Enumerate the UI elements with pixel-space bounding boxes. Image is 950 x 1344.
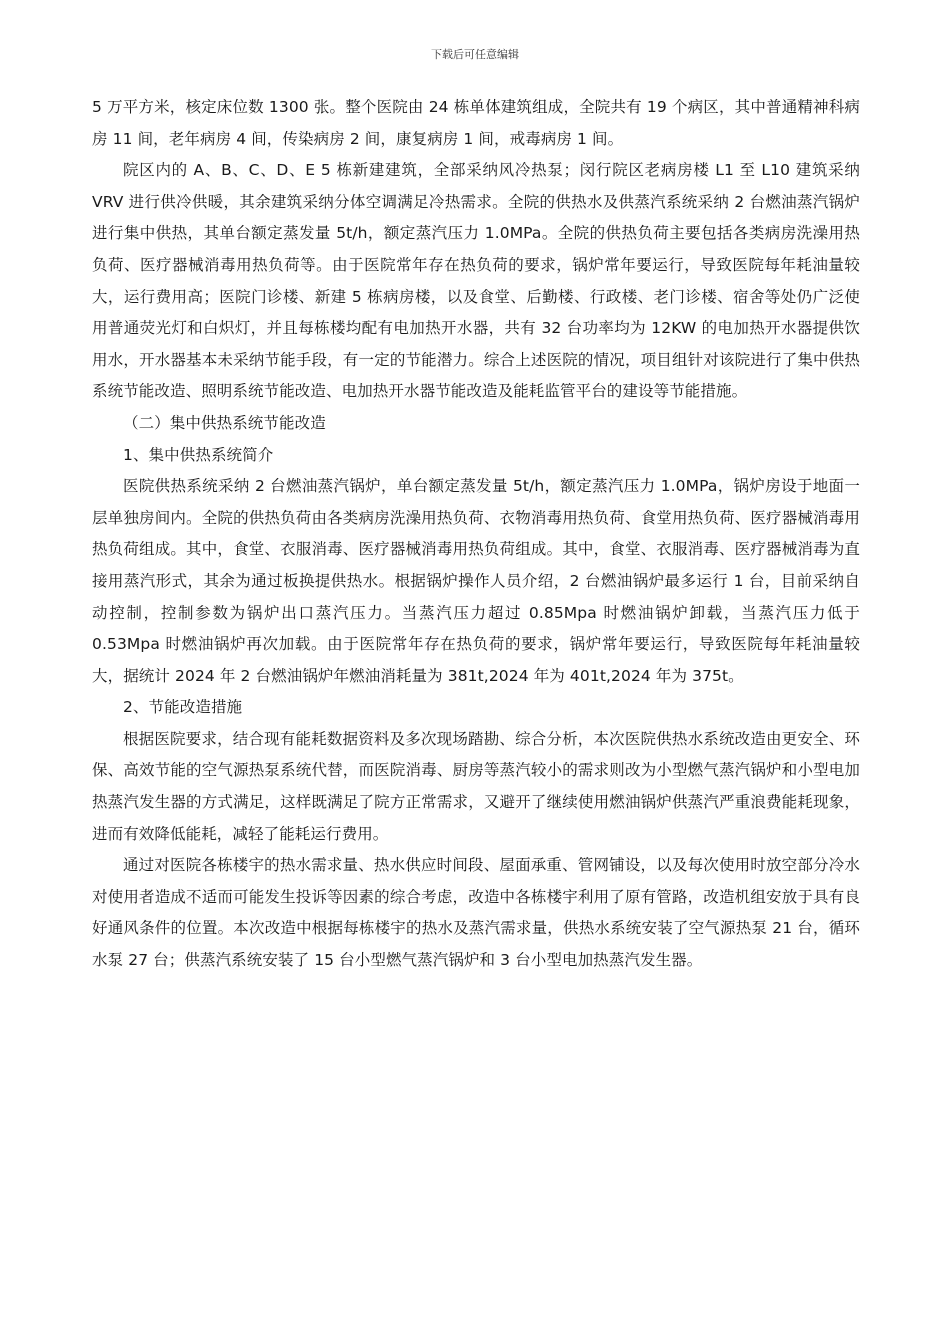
section-heading-heating-retrofit: （二）集中供热系统节能改造 — [123, 413, 326, 432]
subheading-heating-system-intro: 1、集中供热系统简介 — [123, 445, 274, 464]
document-body — [92, 92, 860, 977]
page-header: 下载后可任意编辑 — [431, 48, 519, 61]
paragraph-building-systems: 院区内的 A、B、C、D、E 5 栋新建建筑，全部采纳风冷热泵；闵行院区老病房楼 L1 至 L10 建筑采纳 VRV 进行供冷供暖，其余建筑采纳分体空调满足冷热需求。全院的供热水及供蒸汽系统采纳 2 台燃油蒸汽锅炉进行集中供热，其单台额定蒸发量 5t/h，额定蒸汽压力 1.0MPa。全院的供热负荷主要包括各类病房洗澡用热负荷、医疗器械消毒用热负荷等。由于医院常年存在热负荷的要求，锅炉常年要运行，导致医院每年耗油量较大，运行费用高；医院门诊楼、新建 5 栋病房楼，以及食堂、后勤楼、行政楼、老门诊楼、宿舍等处仍广泛使用普通荧光灯和白炽灯，并且每栋楼均配有电加热开水器，共有 32 台功率均为 12KW 的电加热开水器提供饮用水，开水器基本未采纳节能手段，有一定的节能潜力。综合上述医院的情况，项目组针对该院进行了集中供热系统节能改造、照明系统节能改造、电加热开水器节能改造及能耗监管平台的建设等节能措施。 — [92, 161, 860, 401]
subheading-retrofit-measures: 2、节能改造措施 — [123, 698, 243, 717]
paragraph-retrofit-installation: 通过对医院各栋楼宇的热水需求量、热水供应时间段、屋面承重、管网铺设，以及每次使用时放空部分冷水对使用者造成不适而可能发生投诉等因素的综合考虑，改造中各栋楼宇利用了原有管路，改造机组安放于具有良好通风条件的位置。本次改造中根据每栋楼宇的热水及蒸汽需求量，供热水系统安装了空气源热泵 21 台，循环水泵 27 台；供蒸汽系统安装了 15 台小型燃气蒸汽锅炉和 3 台小型电加热蒸汽发生器。 — [92, 856, 860, 970]
paragraph-retrofit-measures: 根据医院要求，结合现有能耗数据资料及多次现场踏勘、综合分析，本次医院供热水系统改造由更安全、环保、高效节能的空气源热泵系统代替，而医院消毒、厨房等蒸汽较小的需求则改为小型燃气蒸汽锅炉和小型电加热蒸汽发生器的方式满足，这样既满足了院方正常需求，又避开了继续使用燃油锅炉供蒸汽严重浪费能耗现象，进而有效降低能耗，减轻了能耗运行费用。 — [92, 729, 860, 843]
paragraph-hospital-overview: 5 万平方米，核定床位数 1300 张。整个医院由 24 栋单体建筑组成，全院共有 19 个病区，其中普通精神科病房 11 间，老年病房 4 间，传染病房 2 间，康复病房 1 间，戒毒病房 1 间。 — [92, 98, 860, 148]
paragraph-heating-system-intro: 医院供热系统采纳 2 台燃油蒸汽锅炉，单台额定蒸发量 5t/h，额定蒸汽压力 1.0MPa，锅炉房设于地面一层单独房间内。全院的供热负荷由各类病房洗澡用热负荷、衣物消毒用热负荷、食堂用热负荷、医疗器械消毒用热负荷组成。其中，食堂、衣服消毒、医疗器械消毒用热负荷组成。其中，食堂、衣服消毒、医疗器械消毒为直接用蒸汽形式，其余为通过板换提供热水。根据锅炉操作人员介绍，2 台燃油锅炉最多运行 1 台，目前采纳自动控制，控制参数为锅炉出口蒸汽压力。当蒸汽压力超过 0.85Mpa 时燃油锅炉卸载，当蒸汽压力低于 0.53Mpa 时燃油锅炉再次加载。由于医院常年存在热负荷的要求，锅炉常年要运行，导致医院每年耗油量较大，据统计 2024 年 2 台燃油锅炉年燃油消耗量为 381t,2024 年为 401t,2024 年为 375t。 — [92, 477, 860, 685]
